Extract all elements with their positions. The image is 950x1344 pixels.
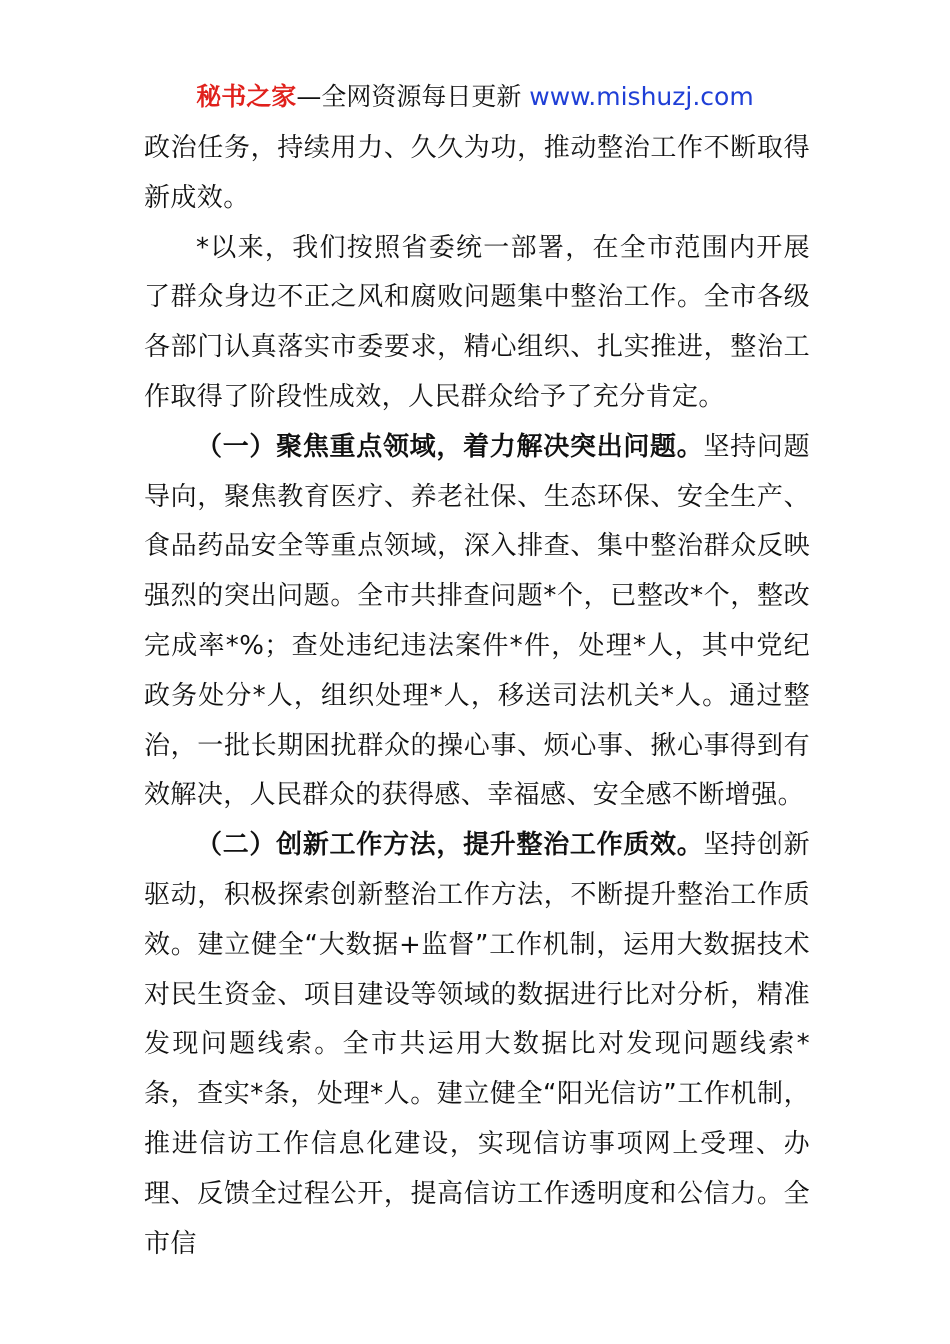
site-header: [0, 80, 950, 114]
site-brand: 秘书之家: [196, 82, 297, 111]
paragraph-text: 坚持创新驱动，积极探索创新整治工作方法，不断提升整治工作质效。建立健全“大数据+监督”工作机制，运用大数据技术对民生资金、项目建设等领域的数据进行比对分析，精准发现问题线索。全市共运用大数据比对发现问题线索*条，查实*条，处理*人。建立健全“阳光信访”工作机制，推进信访工作信息化建设，实现信访事项网上受理、办理、反馈全过程公开，提高信访工作透明度和公信力。全市信: [144, 830, 810, 1259]
site-tagline: —全网资源每日更新: [296, 82, 530, 111]
paragraph-text: *以来，我们按照省委统一部署，在全市范围内开展了群众身边不正之风和腐败问题集中整治工作。全市各级各部门认真落实市委要求，精心组织、扎实推进，整治工作取得了阶段性成效，人民群众给予了充分肯定。: [144, 232, 810, 412]
site-url-link[interactable]: www.mishuzj.com: [529, 82, 754, 111]
paragraph-text: 政治任务，持续用力、久久为功，推动整治工作不断取得新成效。: [144, 133, 810, 213]
paragraph-section-2: [144, 821, 810, 1269]
document-body: [144, 124, 810, 1269]
section-heading: （二）创新工作方法，提升整治工作质效。: [196, 830, 704, 861]
paragraph-intro: [144, 224, 810, 423]
paragraph-text: 坚持问题导向，聚焦教育医疗、养老社保、生态环保、安全生产、食品药品安全等重点领域，深入排查、集中整治群众反映强烈的突出问题。全市共排查问题*个，已整改*个，整改完成率*%；查处违纪违法案件*件，处理*人，其中党纪政务处分*人，组织处理*人，移送司法机关*人。通过整治，一批长期困扰群众的操心事、烦心事、揪心事得到有效解决，人民群众的获得感、幸福感、安全感不断增强。: [144, 431, 810, 811]
section-heading: （一）聚焦重点领域，着力解决突出问题。: [196, 431, 704, 462]
paragraph-section-1: [144, 423, 810, 821]
paragraph-continuation: [144, 124, 810, 224]
